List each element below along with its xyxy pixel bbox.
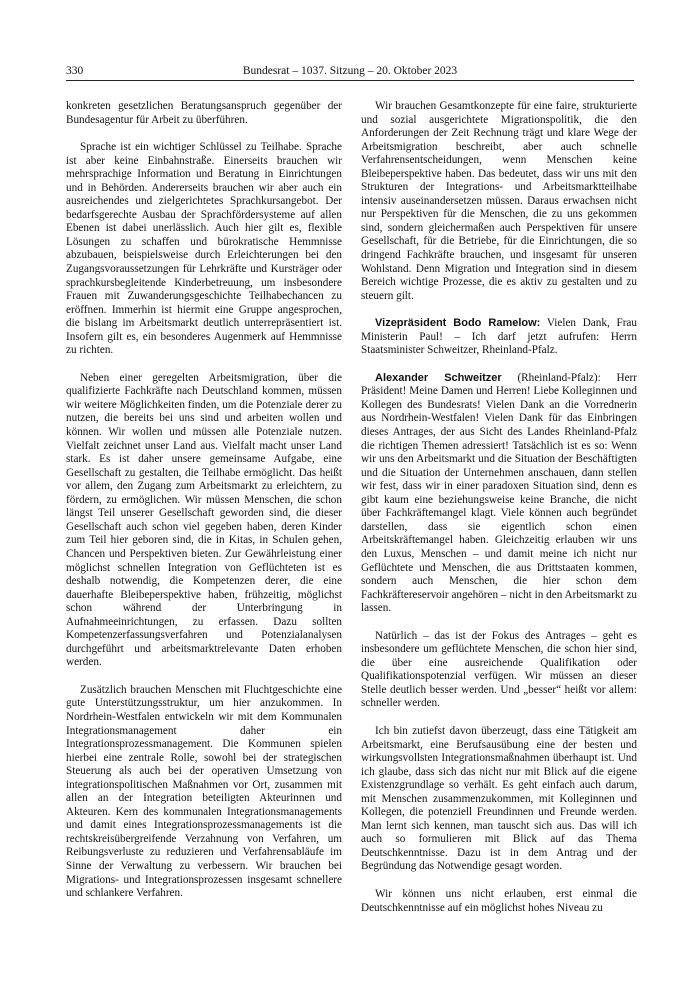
paragraph: Wir brauchen Gesamtkonzepte für eine faire, strukturierte und sozial ausgerichtete Migrationspolitik, die den Anforderungen der Zeit Rechnung trägt und klare Wege der Arbeitsmigration beschreibt, aber auch schnelle Verfahrensentscheidungen, wenn Menschen keine Bleibeperspektive haben. Das bedeutet, dass wir uns mit den Strukturen der Integrations- und Arbeitsmarktteilhabe intensiv auseinandersetzen müssen. Daraus erwachsen nicht nur Perspektiven für die Menschen, die zu uns gekommen sind, sondern gleichermaßen auch Perspektiven für unsere Gesellschaft, für die Betriebe, für die Einrichtungen, die so dringend Fachkräfte brauchen, und insgesamt für unseren Wohlstand. Denn Migration und Integration sind in diesem Bereich wichtige Prozesse, die es aktiv zu gestalten und zu steuern gilt. (361, 100, 637, 302)
paragraph: Ich bin zutiefst davon überzeugt, dass eine Tätigkeit am Arbeitsmarkt, eine Berufsausübung eine der besten und wirkungsvollsten Integrationsmaßnahmen überhaupt ist. Und ich glaube, dass sich das nicht nur mit Blick auf die eigene Existenzgrundlage so verhält. Es geht einfach auch darum, mit Menschen zusammenzukommen, mit Kolleginnen und Kollegen, die potenziell Freundinnen und Freunde werden. Man lernt sich kennen, man tauscht sich aus. Das will ich auch so formulieren mit Blick auf das Thema Deutschkenntnisse. Dazu ist in dem Antrag und der Begründung das Notwendige gesagt worden. (361, 724, 637, 873)
header-rule (66, 80, 634, 81)
paragraph: Natürlich – das ist der Fokus des Antrages – geht es insbesondere um geflüchtete Menschen, die schon hier sind, die über eine ausreichende Qualifikation oder Qualifikationspotenzial verfügen. Wir müssen an dieser Stelle deutlich besser werden. Und „besser“ heißt vor allem: schneller werden. (361, 629, 637, 710)
speaker-text: Vielen Dank, Frau Ministerin Paul! – Ich darf jetzt aufrufen: Herrn Staatsminister Schweitzer, Rheinland-Pfalz. (361, 317, 637, 357)
header-title: Bundesrat – 1037. Sitzung – 20. Oktober 2023 (242, 65, 458, 77)
right-column (361, 100, 637, 929)
paragraph: Neben einer geregelten Arbeitsmigration, über die qualifizierte Fachkräfte nach Deutschland kommen, müssen wir weitere Möglichkeiten finden, um die Potenziale derer zu nutzen, die bereits bei uns sind und arbeiten wollen und können. Wir wollen und müssen alle Potenziale nutzen. Vielfalt zeichnet unser Land aus. Vielfalt macht unser Land stark. Es ist daher unsere gemeinsame Aufgabe, eine Gesellschaft zu gestalten, die Teilhabe ermöglicht. Das heißt vor allem, den Zugang zum Arbeitsmarkt zu erleichtern, zu fördern, zu ermöglichen. Wir müssen Menschen, die schon längst Teil unserer Gesellschaft geworden sind, die dieser Gesellschaft auch schon viel gegeben haben, deren Kinder zum Teil hier geboren sind, die in Kitas, in Schulen gehen, Chancen und Perspektiven bieten. Zur Gewährleistung einer möglichst schnellen Integration von Geflüchteten ist es deshalb notwendig, die Kompetenzen derer, die eine dauerhafte Bleibeperspektive haben, frühzeitig, möglichst schon während der Unterbringung in Aufnahmeeinrichtungen, zu erfassen. Dazu sollten Kompetenzerfassungsverfahren und Potenzialanalysen durchgeführt und arbeitsmarktrelevante Daten erhoben werden. (66, 371, 342, 669)
page-number: 330 (66, 65, 84, 77)
paragraph: konkreten gesetzlichen Beratungsanspruch gegenüber der Bundesagentur für Arbeit zu überführen. (66, 100, 342, 126)
page-header (66, 64, 634, 78)
speaker-name: Vizepräsident Bodo Ramelow: (375, 317, 541, 330)
left-column (66, 100, 342, 915)
paragraph: Wir können uns nicht erlauben, erst einmal die Deutschkenntnisse auf ein möglichst hohes Niveau zu (361, 887, 637, 914)
speaker-paragraph (361, 317, 637, 358)
speaker-text: (Rheinland-Pfalz): Herr Präsident! Meine Damen und Herren! Liebe Kolleginnen und Kollegen des Bundesrats! Vielen Dank an die Vorrednerin aus Nordrhein-Westfalen! Vielen Dank für das Einbringen dieses Antrages, der aus Sicht des Landes Rheinland-Pfalz die richtigen Themen adressiert! Tatsächlich ist es so: Wenn wir uns den Arbeitsmarkt und die Situation der Beschäftigten und die Situation der Unternehmen anschauen, dann stellen wir fest, dass wir in einer paradoxen Situation sind, denn es gibt kaum eine beziehungsweise keine Branche, die nicht über Fachkräftemangel klagt. Viele können auch begründet darstellen, dass sie eigentlich schon einen Arbeitskräftemangel haben. Gleichzeitig erlauben wir uns den Luxus, Menschen – und damit meine ich nicht nur Geflüchtete und Menschen, die aus Drittstaaten kommen, sondern auch Menschen, die hier schon dem Fachkräftereservoir angehören – nicht in den Arbeitsmarkt zu lassen. (361, 371, 637, 615)
paragraph: Sprache ist ein wichtiger Schlüssel zu Teilhabe. Sprache ist aber keine Einbahnstraße. Einerseits brauchen wir mehrsprachige Information und Beratung in Einrichtungen und in Behörden. Andererseits brauchen wir aber auch ein ausreichendes und zielgerichtetes Sprachkursangebot. Der bedarfsgerechte Ausbau der Sprachfördersysteme auf allen Ebenen ist dabei unerlässlich. Auch hier gilt es, flexible Lösungen zu schaffen und bürokratische Hemmnisse abzubauen, beispielsweise durch Erleichterungen bei den Zugangsvoraussetzungen für Lehrkräfte und Kursträger oder sprachkursbegleitende Kinderbetreuung, um insbesondere Frauen mit Zuwanderungsgeschichte Teilhabechancen zu eröffnen. Immerhin ist hiermit eine Gruppe angesprochen, die bislang im Arbeitsmarkt deutlich unterrepräsentiert ist. Insofern gilt es, ein besonderes Augenmerk auf Hemmnisse zu richten. (66, 141, 342, 357)
speaker-name: Alexander Schweitzer (375, 371, 502, 384)
paragraph: Zusätzlich brauchen Menschen mit Fluchtgeschichte eine gute Unterstützungsstruktur, um hier anzukommen. In Nordrhein-Westfalen entwickeln wir mit dem Kommunalen Integrationsmanagement daher ein Integrationsprozessmanagement. Die Kommunen spielen hierbei eine zentrale Rolle, sowohl bei der strategischen Steuerung als auch bei der operativen Umsetzung von integrationspolitischen Maßnahmen vor Ort, zusammen mit allen an der Integration beteiligten Akteurinnen und Akteuren. Kern des kommunalen Integrationsmanagements und damit eines Integrationsprozessmanagements ist die rechtskreisübergreifende Verzahnung von Verfahren, um Reibungsverluste zu reduzieren und Verfahrensabläufe im Sinne der Verwaltung zu verbessern. Wir brauchen bei Migrations- und Integrationsprozessen insgesamt schnellere und schlankere Verfahren. (66, 683, 342, 900)
speaker-paragraph (361, 372, 637, 616)
